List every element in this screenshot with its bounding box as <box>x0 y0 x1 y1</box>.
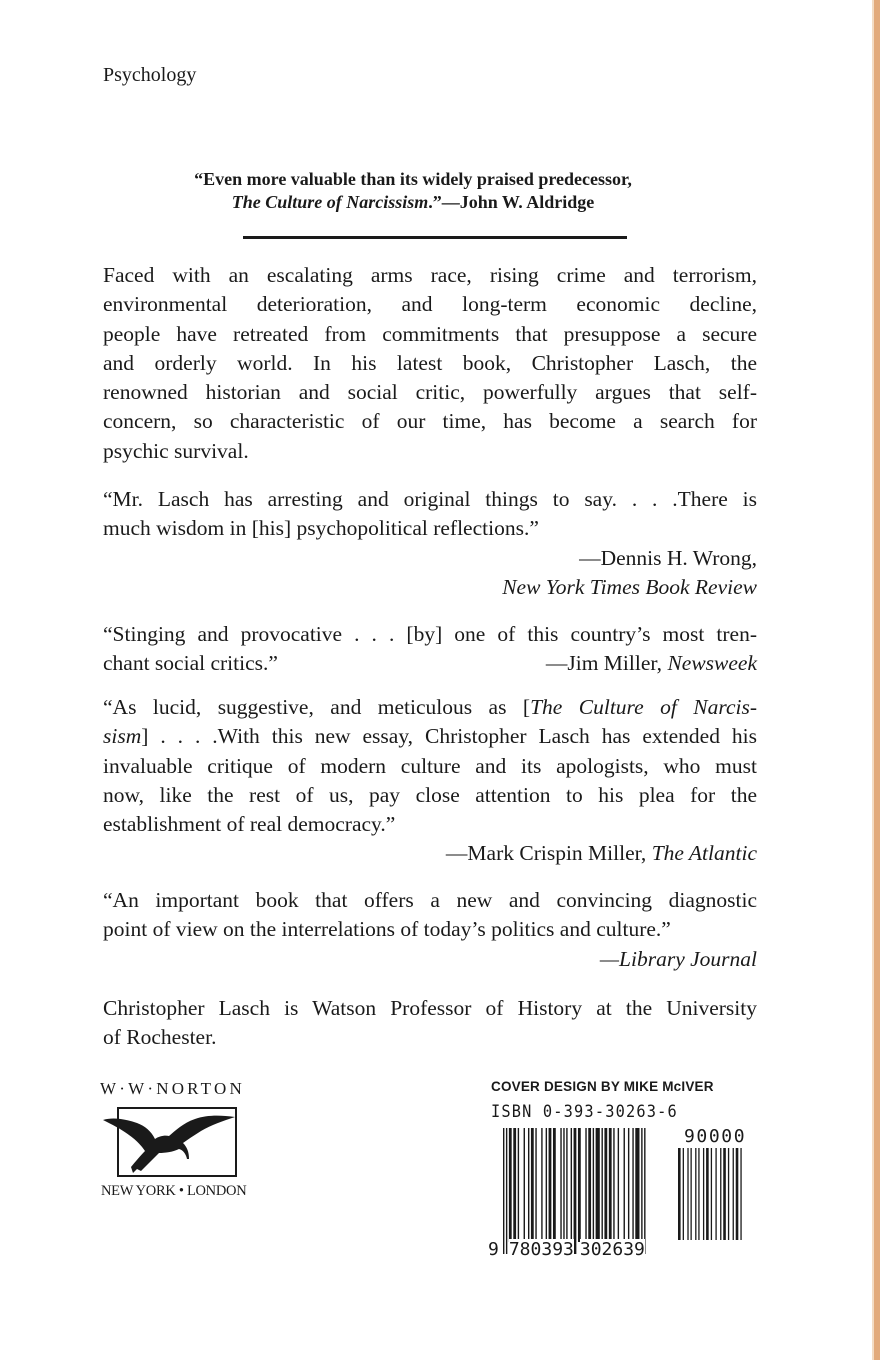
category-label: Psychology <box>103 64 197 86</box>
bio-line: Christopher Lasch is Watson Professor of History at the University <box>103 996 757 1020</box>
review-line: “As lucid, suggestive, and meticulous as [ <box>103 695 531 719</box>
review-line: “Stinging and provocative . . . [by] one of this country’s most tren- <box>103 622 757 646</box>
review-source: —Library Journal <box>599 946 757 971</box>
barcode-bar <box>632 1128 633 1242</box>
addon-bar <box>687 1148 688 1240</box>
ean-digits <box>488 1239 645 1260</box>
barcode-bar <box>571 1128 572 1254</box>
addon-bar <box>720 1148 721 1240</box>
barcode-bar <box>604 1128 607 1242</box>
divider-rule <box>243 236 627 239</box>
review-line: “An important book that offers a new and convincing diagnostic <box>103 888 757 912</box>
addon-bar <box>698 1148 699 1240</box>
review-line: “Mr. Lasch has arresting and original things to say. . . .There is <box>103 487 757 511</box>
addon-number: 90000 <box>684 1126 747 1147</box>
barcode-bar <box>553 1128 556 1242</box>
review-line: ] . . . .With this new essay, Christopher Lasch has extended his <box>141 724 757 749</box>
addon-bar <box>695 1148 696 1240</box>
barcode-bar <box>585 1128 586 1242</box>
barcode-bar <box>574 1128 577 1254</box>
author-bio <box>103 994 757 1053</box>
addon-bar <box>703 1148 704 1240</box>
barcode-bar <box>524 1128 525 1242</box>
review-line: now, like the rest of us, pay close attention to his plea for the <box>103 782 757 807</box>
addon-bar <box>740 1148 741 1240</box>
addon-bar <box>733 1148 734 1240</box>
barcode-bar <box>601 1128 602 1242</box>
barcode-bar <box>609 1128 612 1242</box>
description-line: Faced with an escalating arms race, rising crime and terrorism, <box>103 263 757 287</box>
seagull-icon <box>103 1109 253 1175</box>
barcode-bar <box>563 1128 564 1242</box>
barcode-bar <box>518 1128 519 1242</box>
isbn-text: ISBN 0-393-30263-6 <box>491 1102 678 1122</box>
description-line: and orderly world. In his latest book, Christopher Lasch, the <box>103 350 757 375</box>
review-line: much wisdom in [his] psychopolitical reflections.” <box>103 516 539 541</box>
barcode-bar <box>566 1128 567 1242</box>
barcode-bar <box>560 1128 561 1242</box>
barcode-bar <box>541 1128 542 1242</box>
barcode-bar <box>644 1128 645 1254</box>
review-title: The Culture of Narcis- <box>530 695 757 719</box>
description-line: environmental deterioration, and long-term economic decline, <box>103 292 757 317</box>
description-line: concern, so characteristic of our time, has become a search for <box>103 409 757 434</box>
description <box>103 261 757 466</box>
barcode-bar <box>531 1128 534 1242</box>
addon-bar <box>736 1148 739 1240</box>
addon-bar <box>683 1148 684 1240</box>
cover-credit: COVER DESIGN BY MIKE McIVER <box>491 1079 714 1094</box>
lead-quote-title: The Culture of Narcissism <box>231 192 429 212</box>
barcode-bar <box>535 1128 536 1242</box>
barcode-bar <box>506 1128 507 1254</box>
barcode-bar <box>635 1128 639 1242</box>
barcode-bar <box>613 1128 614 1242</box>
spine-edge <box>872 0 880 1360</box>
review-title: sism <box>103 724 142 749</box>
addon-bar <box>690 1148 691 1240</box>
lead-quote-attribution: .”—John W. Aldridge <box>428 192 595 212</box>
lead-quote <box>103 168 723 214</box>
addon-bar <box>678 1148 681 1240</box>
barcode-bar <box>503 1128 504 1254</box>
review-wrong <box>103 485 757 602</box>
lead-quote-line1: “Even more valuable than its widely praised predecessor, <box>194 169 632 189</box>
addon-bar <box>728 1148 729 1240</box>
barcode-bar <box>578 1128 581 1242</box>
description-line: renowned historian and social critic, powerfully argues that self- <box>103 380 757 405</box>
description-line: psychic survival. <box>103 438 249 463</box>
review-attribution: —Jim Miller, <box>545 651 668 676</box>
barcode-bar <box>546 1128 547 1242</box>
barcode-bar <box>596 1128 600 1242</box>
review-line: invaluable critique of modern culture and its apologists, who must <box>103 753 757 778</box>
barcode-bar <box>618 1128 619 1242</box>
barcode-bar <box>588 1128 591 1242</box>
review-source: Newsweek <box>667 651 757 676</box>
publisher-logo <box>117 1107 237 1177</box>
barcode-bar <box>641 1128 642 1254</box>
publisher-cities: NEW YORK • LONDON <box>101 1183 247 1199</box>
review-jim-miller <box>103 620 757 679</box>
description-line: people have retreated from commitments that presuppose a secure <box>103 321 757 346</box>
review-library-journal <box>103 886 757 974</box>
review-source: New York Times Book Review <box>502 574 757 599</box>
bio-line: of Rochester. <box>103 1025 217 1050</box>
review-line: establishment of real democracy.” <box>103 812 396 837</box>
barcode-bar <box>624 1128 625 1242</box>
addon-bar <box>706 1148 709 1240</box>
publisher-name: W·W·NORTON <box>100 1079 245 1098</box>
review-line: chant social critics.” <box>103 651 278 676</box>
ean-first-digit: 9 <box>488 1239 499 1260</box>
review-mark-miller <box>103 693 757 869</box>
addon-bar <box>711 1148 712 1240</box>
review-attribution: —Dennis H. Wrong, <box>579 545 757 570</box>
barcode-bar <box>628 1128 629 1242</box>
barcode-bar <box>549 1128 552 1242</box>
barcode-bar <box>593 1128 594 1242</box>
barcode-bar <box>528 1128 529 1242</box>
addon-bar <box>715 1148 716 1240</box>
review-attribution: —Mark Crispin Miller, <box>445 841 652 866</box>
barcode-bar <box>513 1128 516 1242</box>
addon-bar <box>723 1148 726 1240</box>
barcode-bar <box>509 1128 512 1242</box>
review-source: The Atlantic <box>651 841 757 866</box>
ean-right-digits: 302639 <box>579 1239 645 1260</box>
ean-left-digits: 780393 <box>508 1239 574 1260</box>
review-line: point of view on the interrelations of today’s politics and culture.” <box>103 917 671 942</box>
